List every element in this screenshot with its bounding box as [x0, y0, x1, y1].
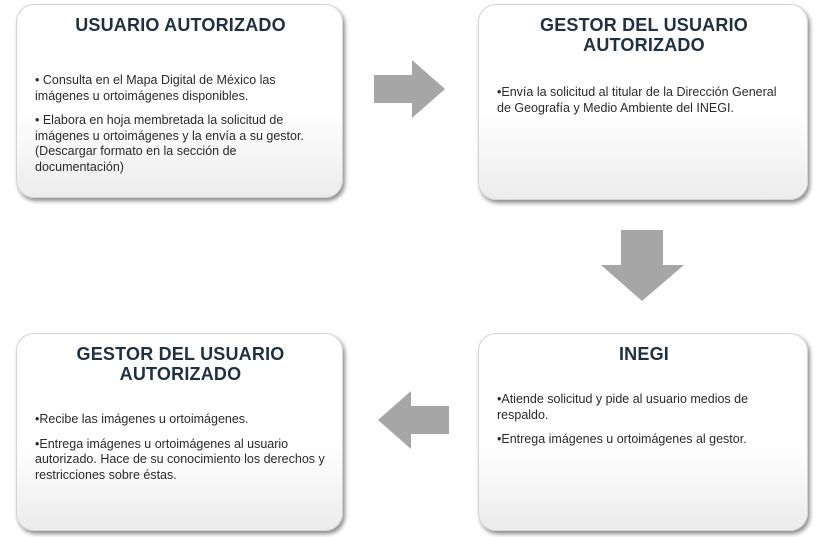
gestor-entrega-box [16, 333, 343, 531]
gestor-envia-body [497, 85, 791, 116]
gestor-entrega-title-line1: GESTOR DEL USUARIO [76, 344, 285, 364]
arrow-left-icon [377, 391, 451, 449]
gestor-envia-box [478, 4, 808, 200]
inegi-step-atiende: •Atiende solicitud y pide al usuario medios de respaldo. [497, 392, 749, 422]
gestor-step-entrega: •Entrega imágenes u ortoimágenes al usuario autorizado. Hace de su conocimiento los derechos y restricciones sobre éstas. [35, 436, 325, 482]
usuario-autorizado-title: USUARIO AUTORIZADO [75, 15, 286, 35]
gestor-entrega-title [35, 344, 326, 384]
inegi-box [478, 333, 808, 531]
usuario-autorizado-box [16, 4, 343, 198]
usuario-step-consulta: • Consulta en el Mapa Digital de México las imágenes u ortoimágenes disponibles. [35, 73, 276, 103]
gestor-envia-title-line1: GESTOR DEL USUARIO [540, 15, 748, 35]
gestor-entrega-title-line2: AUTORIZADO [119, 364, 242, 384]
gestor-entrega-body [35, 412, 326, 483]
inegi-body [497, 392, 791, 448]
usuario-step-elabora: • Elabora en hoja membretada la solicitud de imágenes u ortoimágenes y la envía a su gestor. (Descargar formato en la sección de documentación) [35, 113, 304, 174]
arrow-right-icon [372, 60, 446, 118]
gestor-step-envia: •Envía la solicitud al titular de la Dirección General de Geografía y Medio Ambiente del INEGI. [497, 85, 777, 115]
gestor-envia-title [497, 15, 791, 55]
inegi-title: INEGI [618, 344, 669, 364]
arrow-down-icon [601, 229, 685, 302]
inegi-step-entrega: •Entrega imágenes u ortoimágenes al gestor. [497, 432, 747, 446]
gestor-envia-title-line2: AUTORIZADO [583, 35, 705, 55]
usuario-autorizado-body [35, 73, 326, 175]
gestor-step-recibe: •Recibe las imágenes u ortoimágenes. [35, 412, 249, 426]
